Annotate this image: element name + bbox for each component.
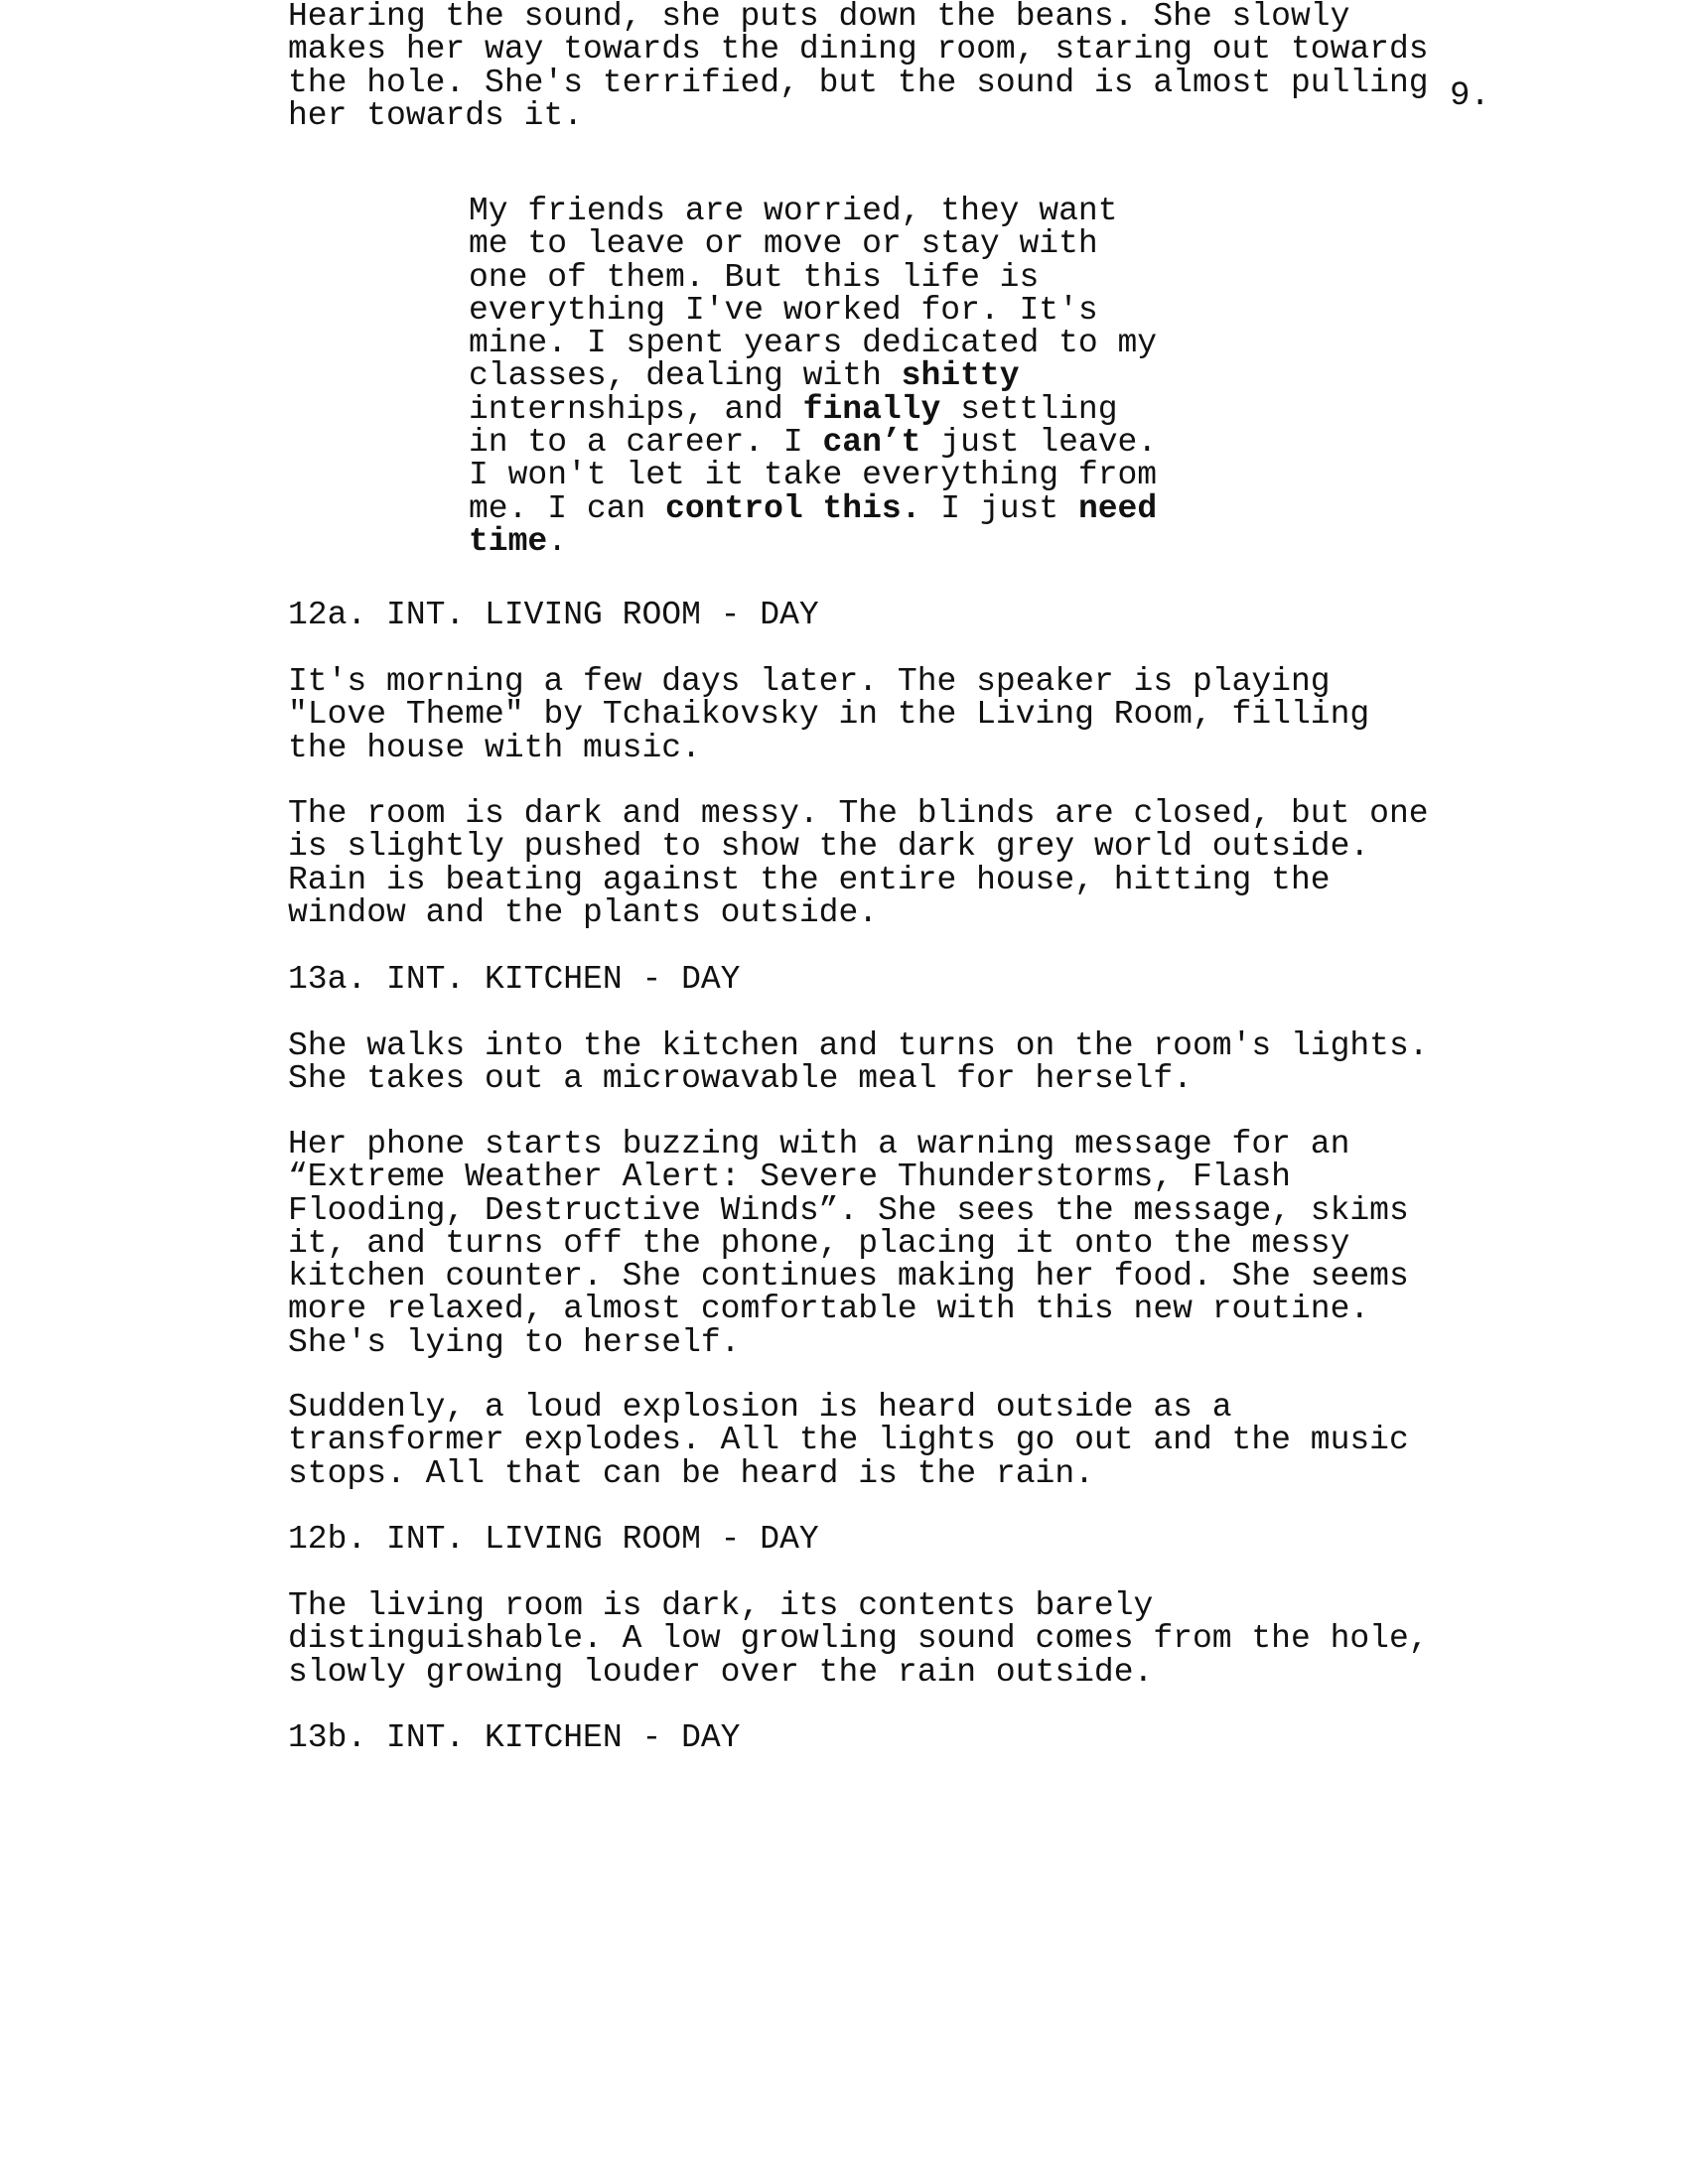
dialogue-text: me. I can bbox=[469, 489, 666, 527]
action-line: She takes out a microwavable meal for herself. bbox=[288, 1060, 1193, 1098]
dialogue-line bbox=[469, 357, 1157, 395]
dialogue-text: me to leave or move or stay with bbox=[469, 225, 1098, 263]
emphasized-text: shitty bbox=[901, 357, 1020, 395]
emphasized-text: can’t bbox=[822, 424, 921, 462]
action-line: makes her way towards the dining room, staring out towards bbox=[288, 31, 1429, 68]
action-line: It's morning a few days later. The speaker is playing bbox=[288, 663, 1331, 700]
action bbox=[288, 1029, 1429, 1096]
action-line: more relaxed, almost comfortable with this new routine. bbox=[288, 1291, 1370, 1328]
action-line: is slightly pushed to show the dark grey world outside. bbox=[288, 828, 1370, 866]
dialogue-line bbox=[469, 522, 1157, 560]
action-line: Hearing the sound, she puts down the beans. She slowly bbox=[288, 0, 1350, 35]
action-line: slowly growing louder over the rain outside. bbox=[288, 1653, 1154, 1691]
dialogue-block bbox=[469, 195, 1157, 558]
action-line: The room is dark and messy. The blinds are closed, but one bbox=[288, 795, 1429, 832]
action bbox=[288, 797, 1429, 929]
action-line: kitchen counter. She continues making her food. She seems bbox=[288, 1258, 1409, 1296]
action-line: “Extreme Weather Alert: Severe Thunderstorms, Flash bbox=[288, 1159, 1291, 1196]
dialogue-text: everything I've worked for. It's bbox=[469, 291, 1098, 329]
action-line: Her phone starts buzzing with a warning message for an bbox=[288, 1126, 1350, 1162]
dialogue-text: I won't let it take everything from bbox=[469, 457, 1158, 494]
action-line: "Love Theme" by Tchaikovsky in the Living Room, filling bbox=[288, 696, 1370, 734]
action bbox=[288, 0, 1429, 132]
dialogue-text: classes, dealing with bbox=[469, 357, 902, 395]
dialogue-text: mine. I spent years dedicated to my bbox=[469, 325, 1158, 362]
scene-heading-13b bbox=[288, 1721, 740, 1754]
action-line: the hole. She's terrified, but the sound is almost pulling bbox=[288, 64, 1429, 101]
scene-heading-12a bbox=[288, 599, 819, 631]
dialogue-line bbox=[469, 225, 1157, 263]
dialogue-line bbox=[469, 195, 1157, 227]
action bbox=[288, 1589, 1429, 1689]
action-line: She's lying to herself. bbox=[288, 1323, 741, 1361]
dialogue-text: settling bbox=[940, 390, 1118, 428]
scene-heading-text: 12b. INT. LIVING ROOM - DAY bbox=[288, 1521, 819, 1558]
action-line: She walks into the kitchen and turns on the room's lights. bbox=[288, 1027, 1429, 1064]
dialogue-text: one of them. But this life is bbox=[469, 258, 1040, 296]
scene-heading-text: 13b. INT. KITCHEN - DAY bbox=[288, 1719, 741, 1756]
dialogue-line bbox=[469, 390, 1157, 428]
dialogue-line bbox=[469, 457, 1158, 494]
dialogue-line bbox=[469, 325, 1158, 362]
action-line: Suddenly, a loud explosion is heard outside as a bbox=[288, 1389, 1232, 1426]
action-line: distinguishable. A low growling sound comes from the hole, bbox=[288, 1620, 1429, 1658]
action-line: it, and turns off the phone, placing it onto the messy bbox=[288, 1224, 1350, 1262]
dialogue-line bbox=[469, 424, 1158, 462]
action-line: Rain is beating against the entire house, hitting the bbox=[288, 861, 1331, 898]
action-line: Flooding, Destructive Winds”. She sees the message, skims bbox=[288, 1191, 1409, 1229]
dialogue-text: I just bbox=[920, 489, 1078, 527]
dialogue-text: My friends are worried, they want bbox=[469, 193, 1118, 229]
dialogue-text: . bbox=[547, 522, 568, 560]
scene-heading-text: 13a. INT. KITCHEN - DAY bbox=[288, 961, 741, 998]
action bbox=[288, 665, 1369, 764]
action-line: stops. All that can be heard is the rain. bbox=[288, 1454, 1094, 1492]
action bbox=[288, 1391, 1409, 1490]
action-line: window and the plants outside. bbox=[288, 893, 879, 931]
dialogue-text: internships, and bbox=[469, 390, 803, 428]
scene-heading-text: 12a. INT. LIVING ROOM - DAY bbox=[288, 597, 819, 633]
action-line: transformer explodes. All the lights go out and the music bbox=[288, 1422, 1409, 1459]
dialogue-text: in to a career. I bbox=[469, 424, 823, 462]
page-number: 9. bbox=[1450, 77, 1490, 115]
emphasized-text: finally bbox=[802, 390, 941, 428]
action-line: The living room is dark, its contents barely bbox=[288, 1587, 1154, 1624]
action-line: the house with music. bbox=[288, 729, 701, 766]
emphasized-text: time bbox=[469, 522, 548, 560]
dialogue-text: just leave. bbox=[920, 424, 1158, 462]
action bbox=[288, 1128, 1409, 1359]
dialogue-line bbox=[469, 291, 1157, 329]
dialogue-line bbox=[469, 489, 1158, 527]
scene-heading-13a bbox=[288, 963, 740, 996]
dialogue-line bbox=[469, 258, 1157, 296]
action-line: her towards it. bbox=[288, 96, 584, 134]
emphasized-text: need bbox=[1077, 489, 1158, 527]
scene-heading-12b bbox=[288, 1523, 819, 1556]
emphasized-text: control this. bbox=[665, 489, 921, 527]
